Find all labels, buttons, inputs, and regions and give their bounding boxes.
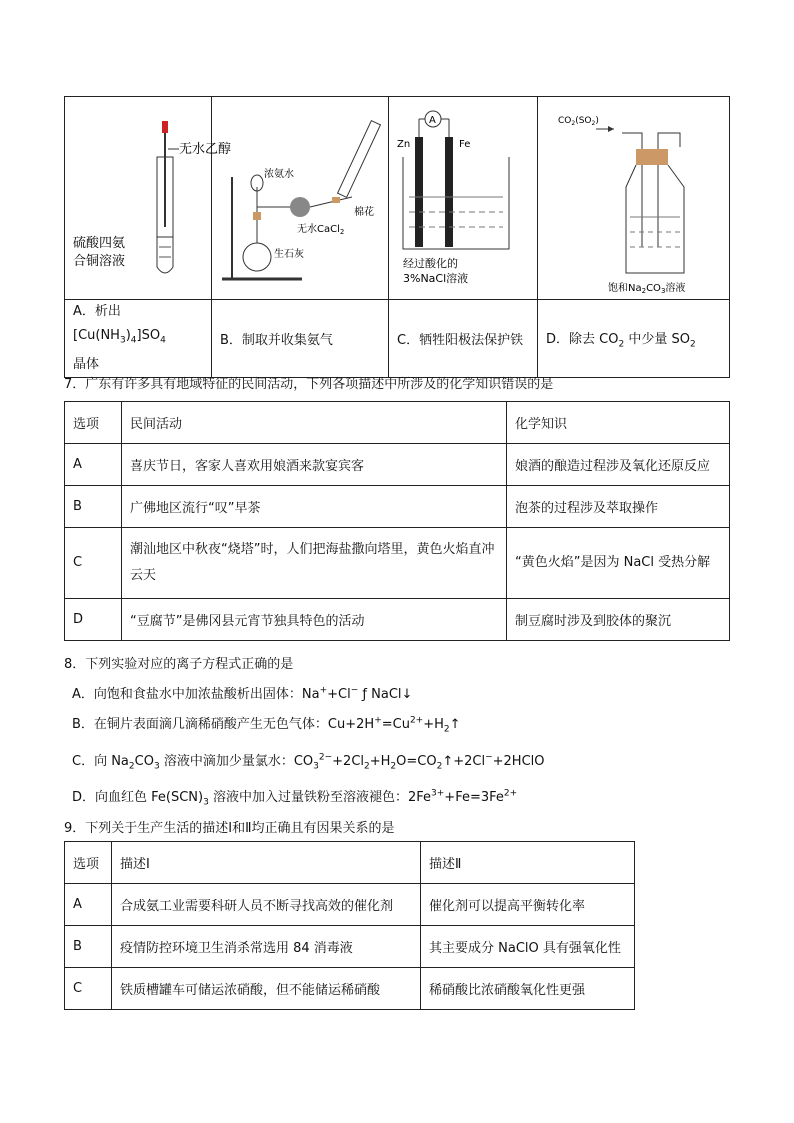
row-option: A <box>65 444 122 486</box>
label-cacl2: 无水CaCl$_2$ <box>297 224 345 236</box>
label-ethanol: 无水乙醇 <box>179 142 232 157</box>
option-c-image-cell <box>389 97 538 300</box>
q9-header-option: 选项 <box>65 842 112 884</box>
row-option: A <box>65 884 112 926</box>
row-d2: 催化剂可以提高平衡转化率 <box>421 884 635 926</box>
label-solution-1: 硫酸四氨 <box>73 236 126 251</box>
row-option: C <box>65 968 112 1010</box>
row-knowledge: “黄色火焰”是因为 NaCl 受热分解 <box>507 528 730 599</box>
row-option: C <box>65 528 122 599</box>
q7-table <box>64 401 730 641</box>
label-cotton: 棉花 <box>354 207 374 218</box>
row-d1: 合成氨工业需要科研人员不断寻找高效的催化剂 <box>112 884 421 926</box>
option-b-label: B．制取并收集氨气 <box>212 300 389 378</box>
option-d-label: D．除去 $CO_2$ 中少量 $SO_2$ <box>538 300 730 378</box>
ammonia-apparatus-diagram <box>212 97 388 295</box>
q7-header-activity: 民间活动 <box>122 402 507 444</box>
row-activity: 广佛地区流行“叹”早茶 <box>122 486 507 528</box>
row-activity: 潮汕地区中秋夜“烧塔”时，人们把海盐撒向塔里，黄色火焰直冲云天 <box>122 528 507 599</box>
row-activity: “豆腐节”是佛冈县元宵节独具特色的活动 <box>122 599 507 641</box>
q6-options-table <box>64 96 730 378</box>
row-d1: 疫情防控环境卫生消杀常选用 84 消毒液 <box>112 926 421 968</box>
row-d2: 其主要成分 NaClO 具有强氧化性 <box>421 926 635 968</box>
row-d1: 铁质槽罐车可储运浓硝酸，但不能储运稀硝酸 <box>112 968 421 1010</box>
zn-label: Zn <box>397 139 411 150</box>
test-tube-diagram <box>65 97 232 295</box>
row-knowledge: 泡茶的过程涉及萃取操作 <box>507 486 730 528</box>
q9-header-d2: 描述Ⅱ <box>421 842 635 884</box>
q8-option-a: A．向饱和食盐水中加浓盐酸析出固体：Na++Cl− ƒ NaCl↓ <box>72 685 413 702</box>
table-row <box>65 486 730 528</box>
option-b-image-cell <box>212 97 389 300</box>
table-row <box>65 884 635 926</box>
label-na2co3: 饱和$Na_2CO_3$溶液 <box>607 283 685 295</box>
row-option: D <box>65 599 122 641</box>
question-7: 7．广东有许多具有地域特征的民间活动，下列各项描述中所涉及的化学知识错误的是 <box>64 377 554 392</box>
label-ammonia-water: 浓氨水 <box>264 169 294 180</box>
question-9: 9．下列关于生产生活的描述Ⅰ和Ⅱ均正确且有因果关系的是 <box>64 821 395 836</box>
option-a-image-cell <box>65 97 232 300</box>
fe-label: Fe <box>459 139 471 150</box>
row-activity: 喜庆节日，客家人喜欢用娘酒来款宴宾客 <box>122 444 507 486</box>
table-row <box>65 599 730 641</box>
q9-table <box>64 841 635 1010</box>
row-option: B <box>65 926 112 968</box>
label-solution-2: 合铜溶液 <box>73 254 126 269</box>
q7-header-knowledge: 化学知识 <box>507 402 730 444</box>
electrochemical-cell-diagram <box>389 97 537 295</box>
label-acidified: 经过酸化的 <box>403 257 458 270</box>
option-a-label: A．析出 $[Cu(NH_3)_4]SO_4$ 晶体 <box>65 300 212 378</box>
row-d2: 稀硝酸比浓硝酸氧化性更强 <box>421 968 635 1010</box>
question-8: 8．下列实验对应的离子方程式正确的是 <box>64 657 294 672</box>
q8-option-b: B．在铜片表面滴几滴稀硝酸产生无色气体：$Cu+2H^+=Cu^{2+}+H_2↑$ <box>72 715 461 735</box>
gas-label: $CO_2(SO_2)$ <box>557 116 599 127</box>
label-quicklime: 生石灰 <box>274 249 304 260</box>
option-c-label: C．牺牲阳极法保护铁 <box>389 300 538 378</box>
table-row <box>65 444 730 486</box>
q8-option-c: C．向 $Na_2CO_3$ 溶液中滴加少量氯水：$CO_3^{2-}+2Cl_2+H_2O=CO_2↑+2Cl^-+2HClO$ <box>72 752 545 772</box>
table-row <box>65 968 635 1010</box>
table-row <box>65 528 730 599</box>
row-option: B <box>65 486 122 528</box>
row-knowledge: 制豆腐时涉及到胶体的聚沉 <box>507 599 730 641</box>
q7-header-option: 选项 <box>65 402 122 444</box>
table-row <box>65 926 635 968</box>
option-d-image-cell <box>538 97 730 300</box>
label-nacl: 3%NaCl溶液 <box>403 272 469 285</box>
ammeter-label: A <box>429 115 436 126</box>
gas-washing-bottle-diagram <box>552 97 716 295</box>
row-knowledge: 娘酒的酿造过程涉及氧化还原反应 <box>507 444 730 486</box>
q9-header-d1: 描述Ⅰ <box>112 842 421 884</box>
q8-option-d: D．向血红色 $Fe(SCN)_3$ 溶液中加入过量铁粉至溶液褪色：$2Fe^{3+}+Fe=3Fe^{2+}$ <box>72 788 518 808</box>
